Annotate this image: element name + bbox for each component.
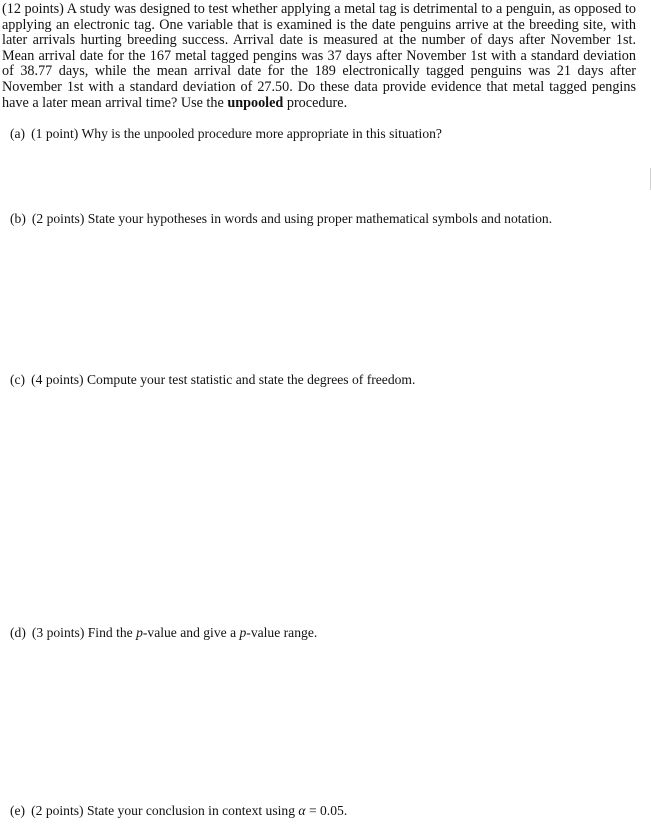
question-e (10, 803, 640, 819)
question-b (10, 211, 640, 227)
question-c-label: (c) (10, 372, 26, 387)
unpooled-bold-word: unpooled (227, 94, 284, 111)
question-a-text: (1 point) Why is the unpooled procedure more appropriate in this situation? (31, 126, 442, 141)
p-symbol: p (239, 625, 247, 640)
alpha-symbol: α (298, 803, 306, 818)
question-d-text-3: -value range. (246, 625, 318, 640)
question-d-text-1: (3 points) Find the (31, 625, 137, 640)
question-b-label: (b) (10, 211, 26, 226)
question-a-label: (a) (10, 126, 26, 141)
question-e-text-1: (2 points) State your conclusion in context using (31, 803, 299, 818)
problem-text-end: procedure. (283, 94, 348, 111)
question-d (10, 625, 640, 641)
question-c (10, 372, 640, 388)
alpha-value: = 0.05 (305, 803, 344, 818)
question-d-label: (d) (10, 625, 26, 640)
problem-text: (12 points) A study was designed to test whether applying a metal tag is detrimental to a penguin, as opposed to applying an electronic tag. One variable that is examined is the date penguins arrive at the breeding site, with later arrivals hurting breeding success. Arrival date is measured at the number of days after November 1st. Mean arrival date for the 167 metal tagged pengins was 37 days after November 1st with a standard deviation of 38.77 days, while the mean arrival date for the 189 electronically tagged penguins was 21 days after November 1st with a standard deviation of 27.50. Do these data provide evidence that metal tagged pengins have a later mean arrival time? Use the (2, 1, 636, 111)
problem-statement (2, 2, 636, 111)
p-symbol: p (136, 625, 143, 640)
question-e-label: (e) (10, 803, 26, 818)
question-c-text: (4 points) Compute your test statistic and state the degrees of freedom. (31, 372, 416, 387)
question-e-text-2: . (343, 803, 348, 818)
question-a (10, 126, 640, 142)
question-b-text: (2 points) State your hypotheses in words and using proper mathematical symbols and notation. (31, 211, 553, 226)
question-d-text-2: -value and give a (142, 625, 240, 640)
